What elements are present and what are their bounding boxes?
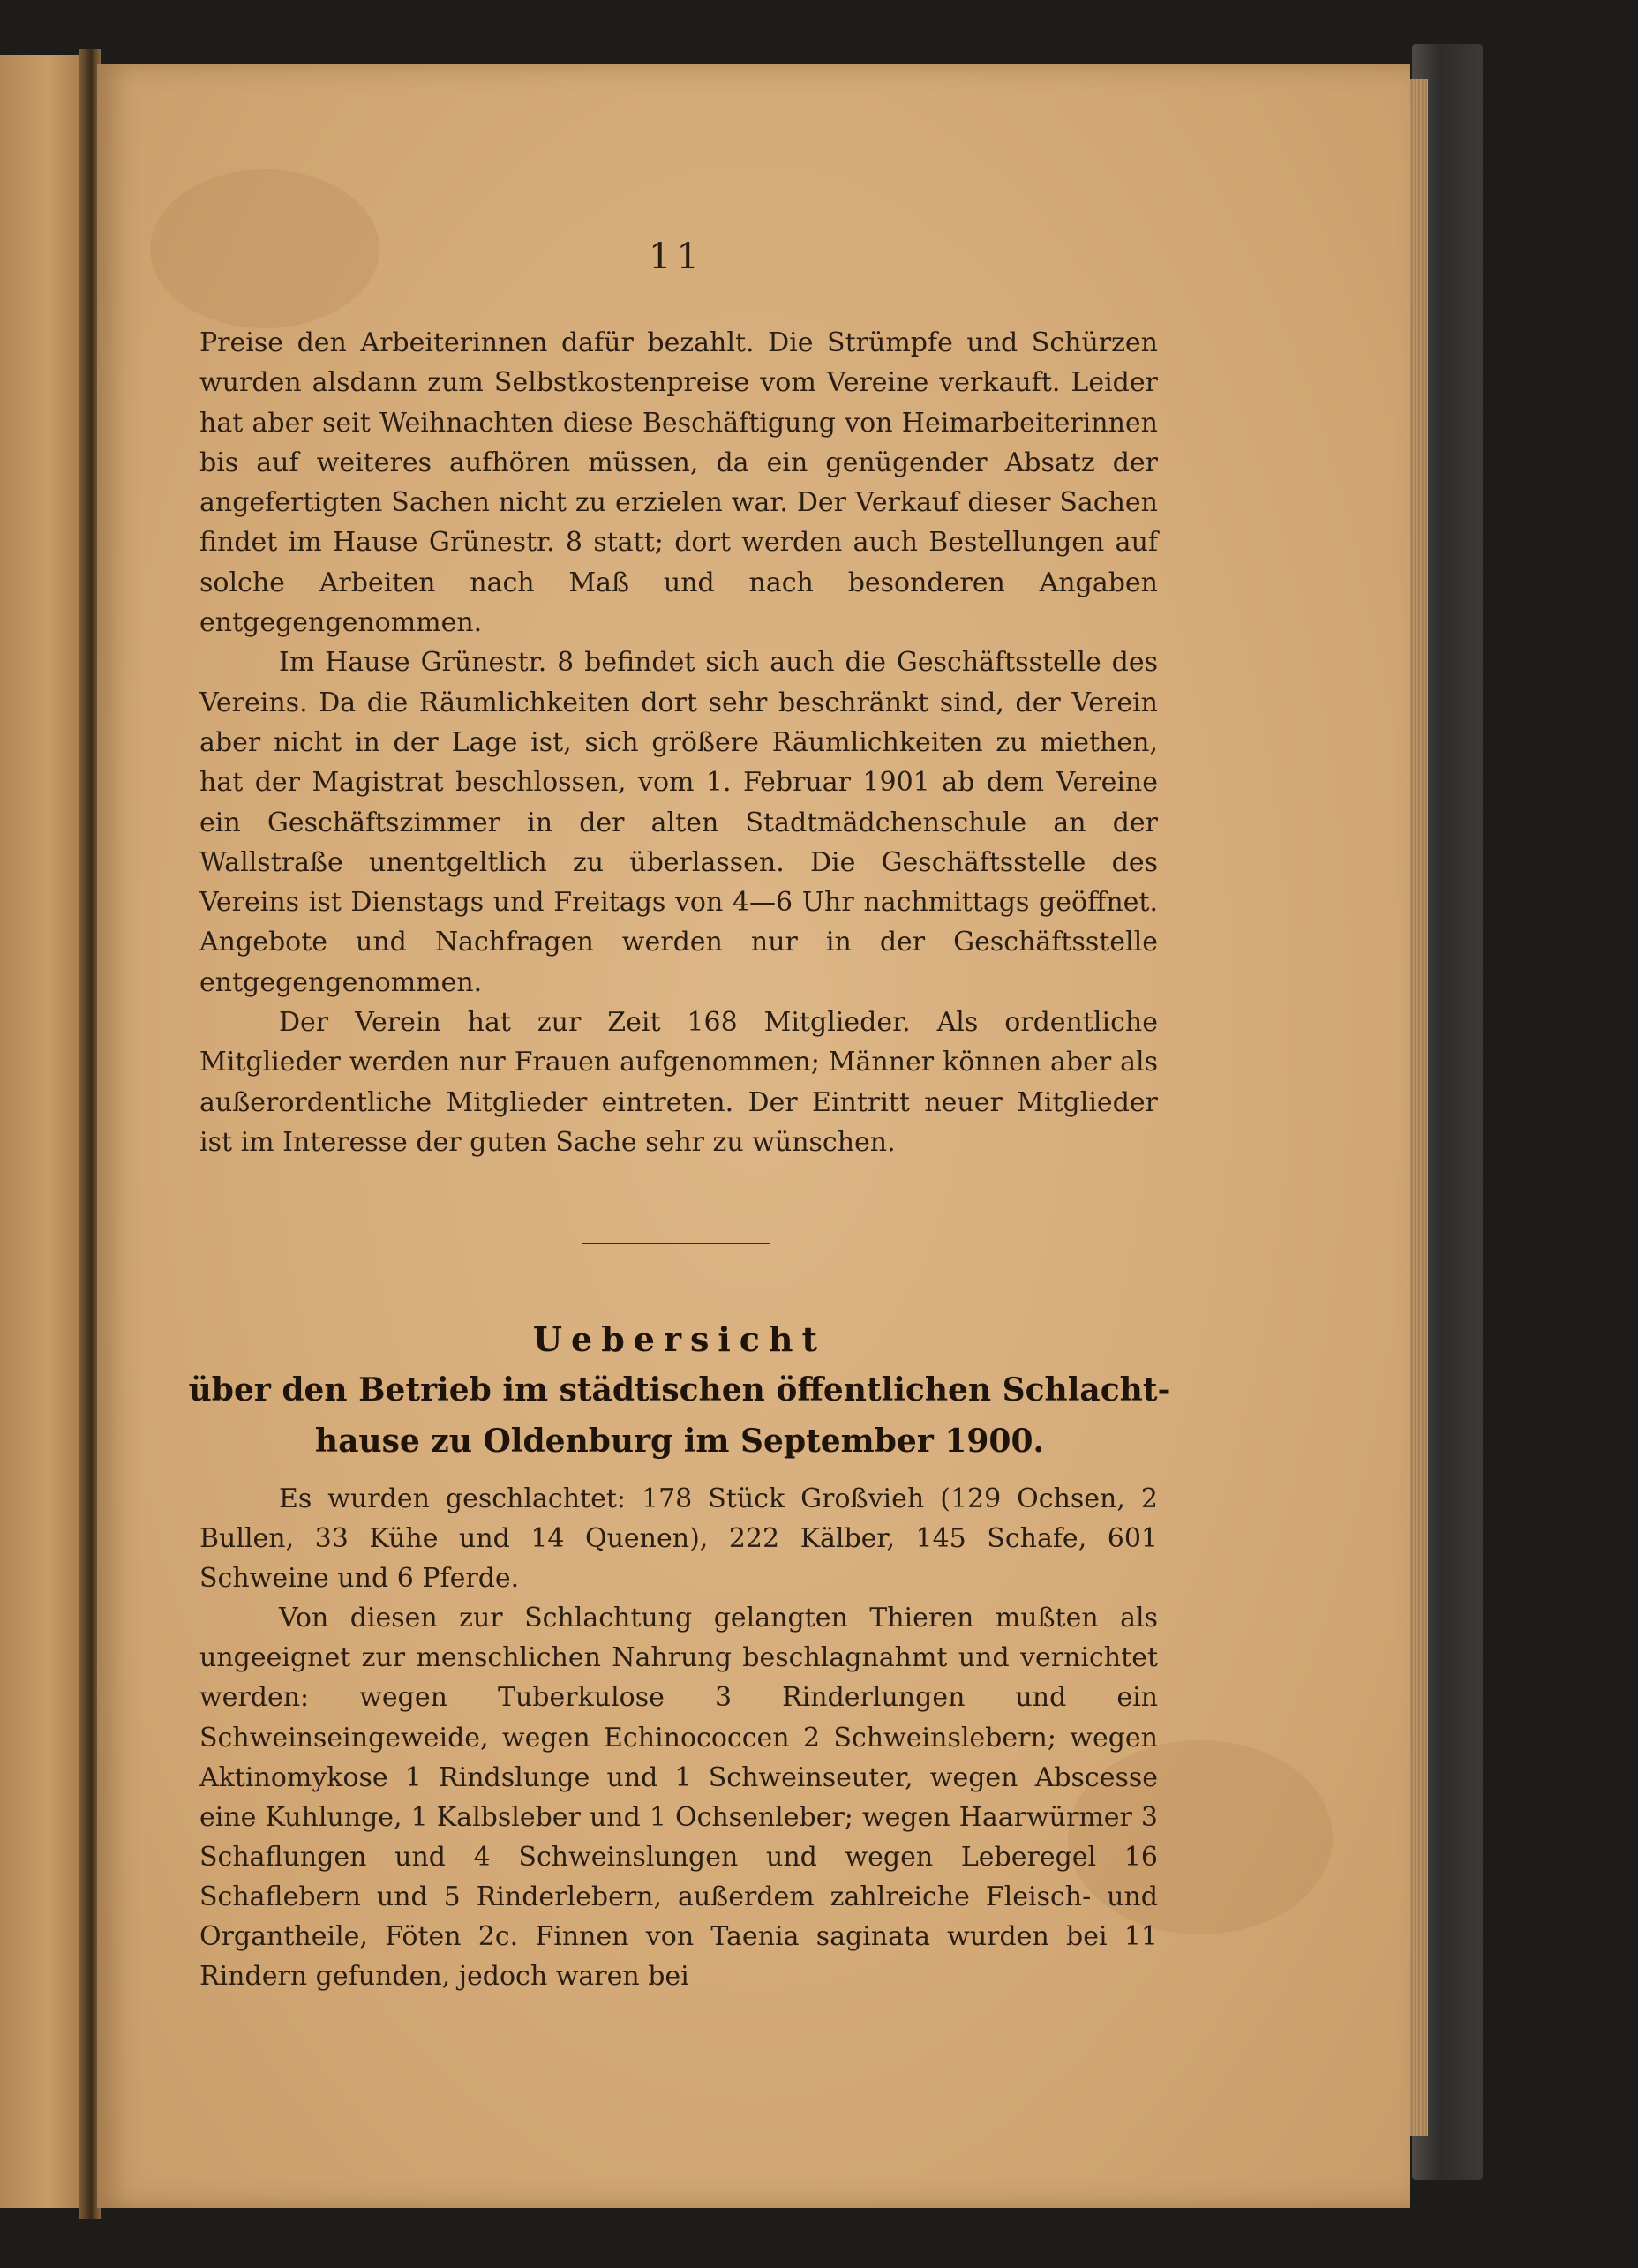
body-text-lower <box>199 1479 1158 1996</box>
paper-stain <box>150 169 379 328</box>
section-heading <box>177 1315 1183 1467</box>
section-divider <box>582 1243 770 1244</box>
page-number: 11 <box>649 237 704 277</box>
previous-page-edge <box>0 55 81 2208</box>
paragraph: Im Hause Grünestr. 8 befindet sich auch die Geschäftsstelle des Vereins. Da die Räumlichkeiten dort sehr beschränkt sind, der Verein aber nicht in der Lage ist, sich größere Räumlichkeiten zu miethen, hat der Magistrat beschlossen, vom 1. Februar 1901 ab dem Vereine ein Geschäftszimmer in der alten Stadtmädchenschule an der Wallstraße unentgeltlich zu überlassen. Die Geschäftsstelle des Vereins ist Dienstags und Freitags von 4—6 Uhr nachmittags geöffnet. Angebote und Nachfragen werden nur in der Geschäftsstelle entgegengenommen. <box>199 647 1158 998</box>
body-text-upper <box>199 323 1158 1162</box>
heading-subtitle-line-2: hause zu Oldenburg im September 1900. <box>314 1423 1045 1460</box>
paragraph: Es wurden geschlachtet: 178 Stück Großvieh (129 Ochsen, 2 Bullen, 33 Kühe und 14 Quenen), 222 Kälber, 145 Schafe, 601 Schweine und 6 Pferde. <box>199 1483 1158 1595</box>
paragraph: Von diesen zur Schlachtung gelangten Thieren mußten als ungeeignet zur menschlichen Nahrung beschlagnahmt und vernichtet werden: wegen Tuberkulose 3 Rinderlungen und ein Schweinseingeweide, wegen Echinococcen 2 Schweinslebern; wegen Aktinomykose 1 Rindslunge und 1 Schweinseuter, wegen Abscesse eine Kuhlunge, 1 Kalbsleber und 1 Ochsenleber; wegen Haarwürmer 3 Schaflungen und 4 Schweinslungen und wegen Leberegel 16 Schaflebern und 5 Rinderlebern, außerdem zahlreiche Fleisch- und Organtheile, Föten 2c. Finnen von Taenia saginata wurden bei 11 Rindern gefunden, jedoch waren bei <box>199 1603 1158 1993</box>
paragraph: Der Verein hat zur Zeit 168 Mitglieder. Als ordentliche Mitglieder werden nur Frauen aufgenommen; Männer können aber als außerordentliche Mitglieder eintreten. Der Eintritt neuer Mitglieder ist im Interesse der guten Sache sehr zu wünschen. <box>199 1007 1158 1158</box>
heading-title: Uebersicht <box>532 1319 827 1359</box>
paragraph: Preise den Arbeiterinnen dafür bezahlt. Die Strümpfe und Schürzen wurden alsdann zum Selbstkostenpreise vom Vereine verkauft. Leider hat aber seit Weihnachten diese Beschäftigung von Heimarbeiterinnen bis auf weiteres aufhören müssen, da ein genügender Absatz der angefertigten Sachen nicht zu erzielen war. Der Verkauf dieser Sachen findet im Hause Grünestr. 8 statt; dort werden auch Bestellungen auf solche Arbeiten nach Maß und nach besonderen Angaben entgegengenommen. <box>199 327 1158 639</box>
heading-subtitle-line-1: über den Betrieb im städtischen öffentlichen Schlacht- <box>188 1371 1171 1408</box>
